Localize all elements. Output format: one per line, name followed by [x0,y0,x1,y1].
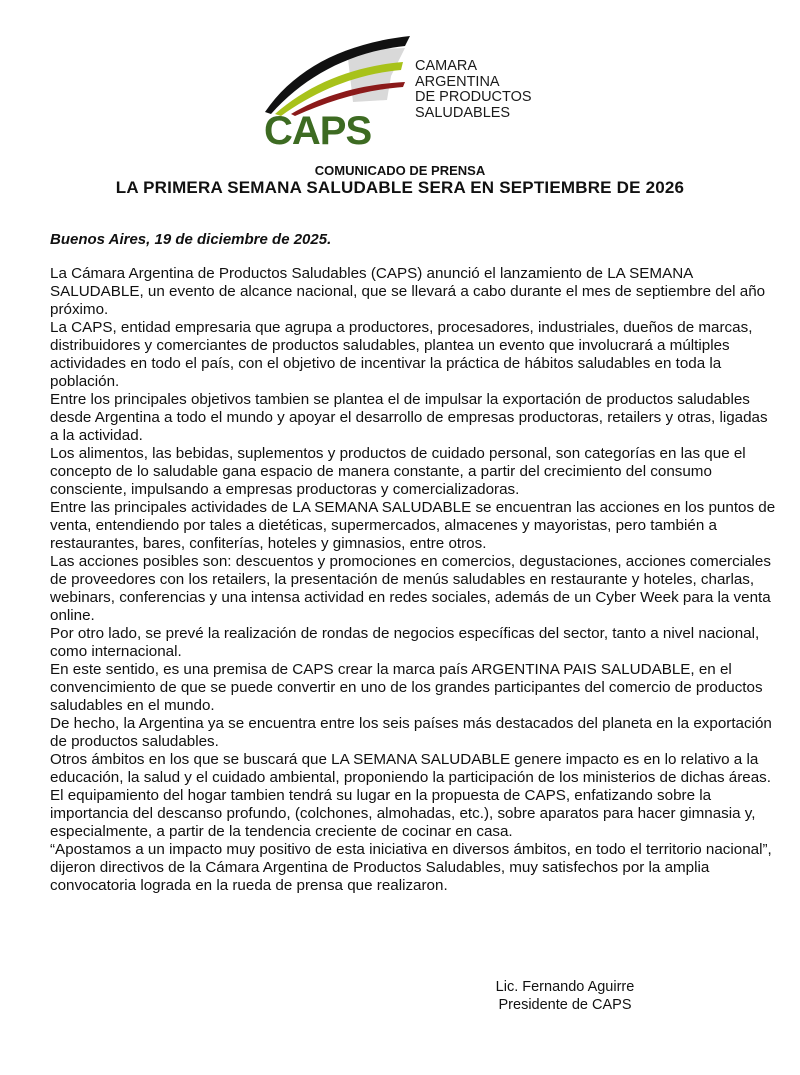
signature-block [475,978,655,1014]
press-release-label: COMUNICADO DE PRENSA [314,163,486,178]
body-paragraph: La CAPS, entidad empresaria que agrupa a productores, procesadores, industriales, dueños de marcas, distribuidores y comerciantes de productos saludables, plantea un evento que involucrará a múltiples actividades en todo el país, con el objetivo de incentivar la práctica de hábitos saludables en toda la población. [50,319,753,390]
press-release-title: LA PRIMERA SEMANA SALUDABLE SERA EN SEPTIEMBRE DE 2026 [115,178,685,197]
body-paragraph: La Cámara Argentina de Productos Saludables (CAPS) anunció el lanzamiento de LA SEMANA SALUDABLE, un evento de alcance nacional, que se llevará a cabo durante el mes de septiembre del año próximo. [50,265,766,318]
body-paragraph: Por otro lado, se prevé la realización de rondas de negocios específicas del sector, tanto a nivel nacional, como internacional. [50,625,760,660]
logo-name-line: SALUDABLES [415,104,511,121]
body-paragraph: En este sentido, es una premisa de CAPS crear la marca país ARGENTINA PAIS SALUDABLE, en el convencimiento de que se puede convertir en uno de los grandes participantes del comercio de productos saludables en el mundo. [50,661,763,714]
signatory-name: Lic. Fernando Aguirre [495,979,635,995]
logo-organization-name [415,59,532,121]
logo-name-line: ARGENTINA [415,73,500,90]
body-paragraph: Entre los principales objetivos tambien se plantea el de impulsar la exportación de productos saludables desde Argentina a todo el mundo y apoyar el desarrollo de empresas productoras, retailers y otras, ligadas a la actividad. [50,391,768,444]
logo-name-line: DE PRODUCTOS [415,89,532,105]
dateline: Buenos Aires, 19 de diciembre de 2025. [50,231,332,248]
body-paragraph: Otros ámbitos en los que se buscará que LA SEMANA SALUDABLE genere impacto es en lo relativo a la educación, la salud y el cuidado ambiental, proponiendo la participación de los ministerios de dichas áreas. [50,751,771,786]
body-paragraph: Las acciones posibles son: descuentos y promociones en comercios, degustaciones, acciones comerciales de proveedores con los retailers, la presentación de menús saludables en restaurante y hoteles, charlas, webinars, conferencias y una intensa actividad en redes sociales, además de un Cyber Week para la venta online. [50,553,771,624]
signatory-role: Presidente de CAPS [498,997,632,1013]
body-paragraph: Los alimentos, las bebidas, suplementos y productos de cuidado personal, son categorías en las que el concepto de lo saludable gana espacio de manera constante, a partir del crecimiento del consumo consciente, impulsando a empresas productoras y comercializadoras. [50,445,746,498]
caps-logo [255,28,555,153]
swoosh-icon [255,28,415,118]
logo-name-line: CAMARA [415,58,478,74]
body-paragraph: De hecho, la Argentina ya se encuentra entre los seis países más destacados del planeta en la exportación de productos saludables. [50,715,772,750]
body-paragraph: Entre las principales actividades de LA SEMANA SALUDABLE se encuentran las acciones en los puntos de venta, entendiendo por tales a dietéticas, supermercados, almacenes y mayoristas, pero también a restaurantes, bares, confiterías, hoteles y gimnasios, entre otros. [50,499,776,552]
logo-acronym: CAPS [264,109,372,153]
body-paragraph: “Apostamos a un impacto muy positivo de esta iniciativa en diversos ámbitos, en todo el territorio nacional”, dijeron directivos de la Cámara Argentina de Productos Saludables, muy satisfechos por la amplia convocatoria lograda en la rueda de prensa que realizaron. [50,841,772,894]
body-paragraph: El equipamiento del hogar tambien tendrá su lugar en la propuesta de CAPS, enfatizando sobre la importancia del descanso profundo, (colchones, almohadas, etc.), sobre aparatos para hacer gimnasia y, especialmente, a partir de la tendencia creciente de cocinar en casa. [50,787,756,840]
press-release-body [50,265,780,895]
